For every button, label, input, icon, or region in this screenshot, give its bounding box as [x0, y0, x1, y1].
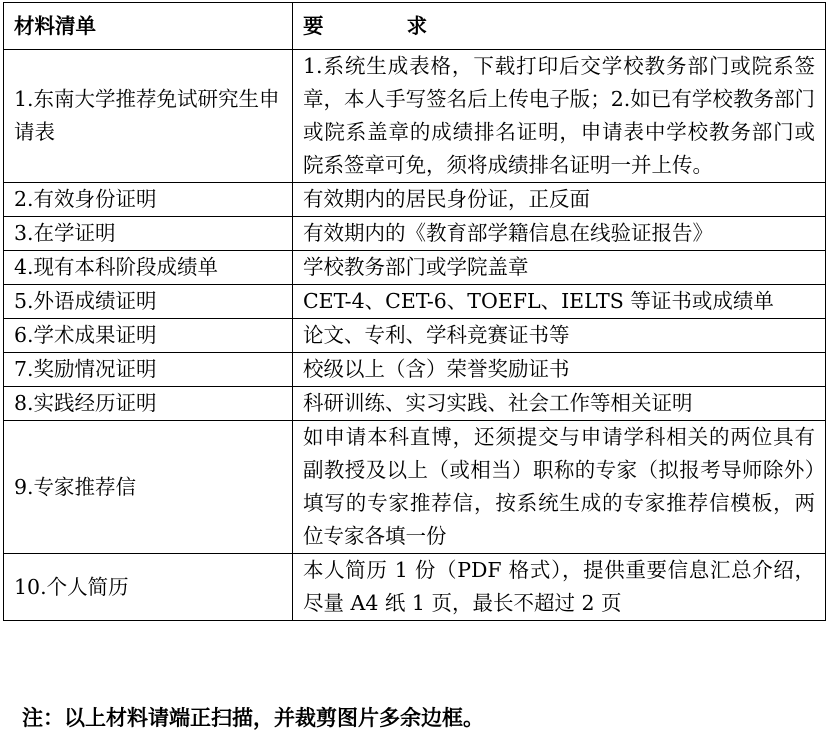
requirement-cell: 科研训练、实习实践、社会工作等相关证明	[293, 387, 826, 421]
requirement-cell: 如申请本科直博，还须提交与申请学科相关的两位具有副教授及以上（或相当）职称的专家（拟报考导师除外）填写的专家推荐信，按系统生成的专家推荐信模板，两位专家各填一份	[293, 421, 826, 554]
material-cell: 3.在学证明	[4, 217, 293, 251]
table-row	[4, 183, 826, 217]
requirement-cell: CET-4、CET-6、TOEFL、IELTS 等证书或成绩单	[293, 285, 826, 319]
material-cell: 10.个人简历	[4, 554, 293, 621]
material-cell: 2.有效身份证明	[4, 183, 293, 217]
material-cell: 8.实践经历证明	[4, 387, 293, 421]
table-row	[4, 421, 826, 554]
material-cell: 4.现有本科阶段成绩单	[4, 251, 293, 285]
table-row	[4, 251, 826, 285]
requirement-cell: 1.系统生成表格，下载打印后交学校教务部门或院系签章，本人手写签名后上传电子版；2.如已有学校教务部门或院系盖章的成绩排名证明，申请表中学校教务部门或院系签章可免，须将成绩排名证明一并上传。	[293, 50, 826, 183]
header-requirement-label: 要 求	[303, 13, 466, 38]
footnote: 注：以上材料请端正扫描，并裁剪图片多余边框。	[22, 705, 484, 730]
table-row	[4, 353, 826, 387]
requirement-cell: 本人简历 1 份（PDF 格式），提供重要信息汇总介绍，尽量 A4 纸 1 页，最长不超过 2 页	[293, 554, 826, 621]
requirement-cell: 有效期内的《教育部学籍信息在线验证报告》	[293, 217, 826, 251]
material-cell: 7.奖励情况证明	[4, 353, 293, 387]
requirement-cell: 论文、专利、学科竞赛证书等	[293, 319, 826, 353]
table-row	[4, 285, 826, 319]
table-row	[4, 319, 826, 353]
header-requirement	[293, 3, 826, 50]
table-row	[4, 217, 826, 251]
requirement-cell: 有效期内的居民身份证，正反面	[293, 183, 826, 217]
header-material: 材料清单	[4, 3, 293, 50]
material-cell: 1.东南大学推荐免试研究生申请表	[4, 50, 293, 183]
requirement-cell: 校级以上（含）荣誉奖励证书	[293, 353, 826, 387]
requirement-cell: 学校教务部门或学院盖章	[293, 251, 826, 285]
material-cell: 5.外语成绩证明	[4, 285, 293, 319]
table-row	[4, 50, 826, 183]
materials-table	[3, 2, 826, 621]
table-header-row	[4, 3, 826, 50]
table-row	[4, 554, 826, 621]
material-cell: 6.学术成果证明	[4, 319, 293, 353]
material-cell: 9.专家推荐信	[4, 421, 293, 554]
table-row	[4, 387, 826, 421]
